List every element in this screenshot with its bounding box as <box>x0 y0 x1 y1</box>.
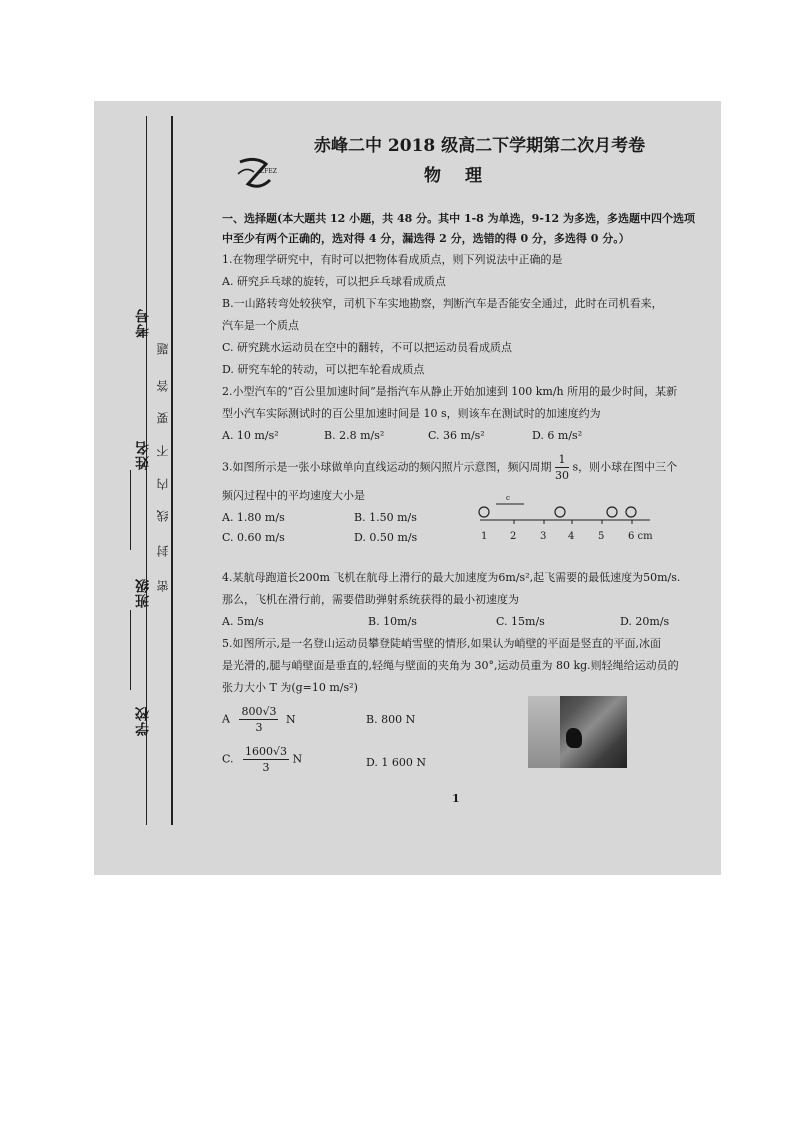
climber-photo <box>528 696 627 768</box>
q5-option-c <box>222 744 302 775</box>
q2-stem-line2: 型小汽车实际测试时的百公里加速时间是 10 s，则该车在测试时的加速度约为 <box>222 407 601 420</box>
section-heading-line1: 一、选择题(本大题共 12 小题，共 48 分。其中 1-8 为单选，9-12 为多选，多选题中四个选项 <box>222 212 696 225</box>
q5-stem-line1: 5.如图所示,是一名登山运动员攀登陡峭雪壁的情形,如果认为峭壁的平面是竖直的平面,冰面 <box>222 637 661 650</box>
q5-option-a-prefix: A <box>222 712 230 726</box>
q5-stem-line2: 是光滑的,腿与峭壁面是垂直的,轻绳与壁面的夹角为 30°,运动员重为 80 kg.则轻绳给运动员的 <box>222 659 679 672</box>
school-logo-text: ZFEZ <box>260 168 277 175</box>
seal-notice-8: 题 <box>156 343 170 355</box>
q5-option-a-numerator: 800√3 <box>241 705 277 718</box>
class-blank-line <box>130 610 131 690</box>
q5-option-c-denominator: 3 <box>262 761 270 774</box>
ruler-label-6: 6 cm <box>628 531 653 542</box>
q2-stem-line1: 2.小型汽车的“百公里加速时间”是指汽车从静止开始加速到 100 km/h 所用的最少时间，某新 <box>222 385 678 398</box>
ball-position-4 <box>626 507 636 517</box>
q3-stem-post: s，则小球在图中三个 <box>572 460 678 474</box>
exam-no-label: 考号 <box>135 308 151 338</box>
q4-option-c: C. 15m/s <box>496 615 545 628</box>
q1-option-c: C. 研究跳水运动员在空中的翻转，不可以把运动员看成质点 <box>222 341 513 354</box>
seal-notice-7: 答 <box>156 380 170 392</box>
q4-stem-line2: 那么，飞机在滑行前，需要借助弹射系统获得的最小初速度为 <box>222 593 519 606</box>
q3-option-c: C. 0.60 m/s <box>222 531 285 544</box>
q5-option-c-fraction <box>243 744 289 775</box>
binding-line-inner <box>171 116 173 825</box>
q3-stem-line1 <box>222 452 677 483</box>
q3-option-d: D. 0.50 m/s <box>354 531 418 544</box>
climber-figure <box>566 728 582 748</box>
q5-option-a-unit: N <box>285 712 296 726</box>
q5-option-a-fraction <box>239 704 278 735</box>
q3-option-b: B. 1.50 m/s <box>354 511 417 524</box>
name-label: 姓名 <box>135 440 151 470</box>
q2-option-c: C. 36 m/s² <box>428 429 485 442</box>
q5-option-c-numerator: 1600√3 <box>245 745 288 758</box>
seal-notice-6: 要 <box>156 412 170 424</box>
q3-fraction-denominator: 30 <box>555 469 569 482</box>
q5-option-b: B. 800 N <box>366 713 416 726</box>
q3-stem-line2: 频闪过程中的平均速度大小是 <box>222 489 365 502</box>
page-number: 1 <box>452 792 460 805</box>
seal-notice-3: 线 <box>156 510 170 522</box>
school-label: 学校 <box>135 706 151 736</box>
seal-notice-1: 密 <box>156 580 170 592</box>
q1-option-b-line2: 汽车是一个质点 <box>222 319 299 332</box>
q3-period-fraction <box>555 452 569 483</box>
q1-option-a: A. 研究乒乓球的旋转，可以把乒乓球看成质点 <box>222 275 446 288</box>
ruler-label-4: 4 <box>568 531 575 542</box>
q4-option-b: B. 10m/s <box>368 615 417 628</box>
school-logo <box>236 156 276 192</box>
q2-option-b: B. 2.8 m/s² <box>324 429 385 442</box>
q3-strobe-figure <box>476 494 656 544</box>
q5-option-a <box>222 704 296 735</box>
q5-option-c-unit: N <box>292 752 303 766</box>
q2-option-a: A. 10 m/s² <box>222 429 279 442</box>
q5-option-c-prefix: C. <box>222 752 234 766</box>
ball-position-3 <box>607 507 617 517</box>
q5-option-a-denominator: 3 <box>255 721 263 734</box>
subject-title: 物理 <box>424 166 506 186</box>
name-blank-line <box>130 470 131 550</box>
ruler-label-2: 2 <box>510 531 517 542</box>
q3-fraction-numerator: 1 <box>555 452 569 468</box>
q3-option-a: A. 1.80 m/s <box>222 511 285 524</box>
class-label: 班级 <box>135 578 151 608</box>
ball-position-2 <box>555 507 565 517</box>
q1-option-b-line1: B.一山路转弯处较狭窄，司机下车实地勘察，判断汽车是否能安全通过，此时在司机看来， <box>222 297 663 310</box>
ruler-label-1: 1 <box>481 531 488 542</box>
q2-option-d: D. 6 m/s² <box>532 429 583 442</box>
seal-notice-2: 封 <box>156 545 170 557</box>
seal-notice-4: 内 <box>156 478 170 490</box>
q5-stem-line3: 张力大小 T 为(g=10 m/s²) <box>222 681 358 694</box>
q4-stem-line1: 4.某航母跑道长200m 飞机在航母上滑行的最大加速度为6m/s²,起飞需要的最低速度为50m/s. <box>222 571 681 584</box>
q4-option-d: D. 20m/s <box>620 615 670 628</box>
ruler-mark: c <box>506 494 510 502</box>
section-heading-line2: 中至少有两个正确的，选对得 4 分，漏选得 2 分，选错的得 0 分，多选得 0 分。） <box>222 232 630 245</box>
q4-option-a: A. 5m/s <box>222 615 264 628</box>
seal-notice-5: 不 <box>156 445 170 457</box>
q1-stem: 1.在物理学研究中，有时可以把物体看成质点，则下列说法中正确的是 <box>222 253 563 266</box>
q1-option-d: D. 研究车轮的转动，可以把车轮看成质点 <box>222 363 425 376</box>
ice-wall <box>528 696 560 768</box>
ball-position-1 <box>479 507 489 517</box>
q3-stem-pre: 3.如图所示是一张小球做单向直线运动的频闪照片示意图，频闪周期 <box>222 460 552 474</box>
ruler-label-3: 3 <box>540 531 547 542</box>
exam-title: 赤峰二中 2018 级高二下学期第二次月考卷 <box>314 136 646 156</box>
q5-option-d: D. 1 600 N <box>366 756 427 769</box>
ruler-label-5: 5 <box>598 531 605 542</box>
